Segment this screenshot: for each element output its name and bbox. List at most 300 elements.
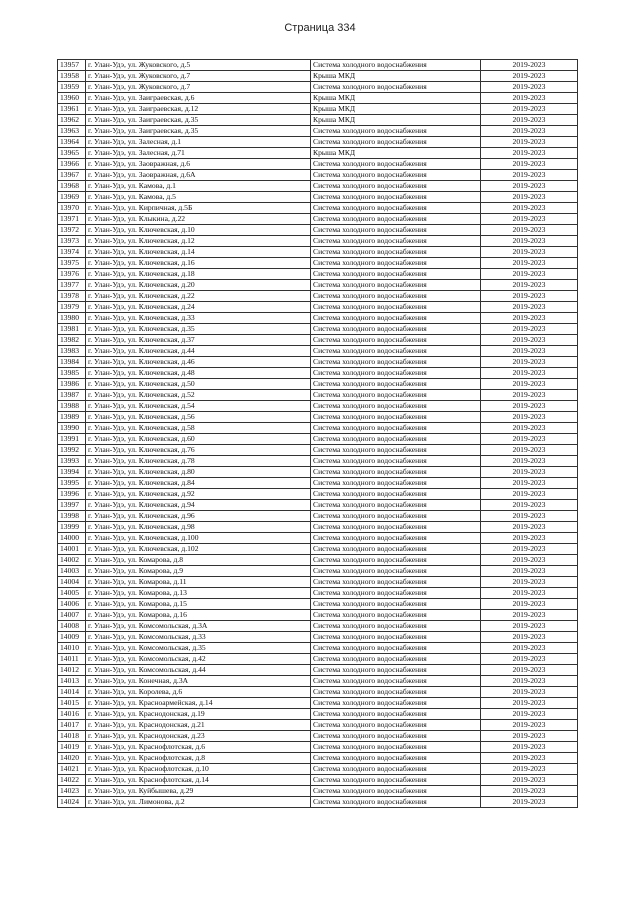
table-row [58, 456, 578, 467]
address-cell: г. Улан-Удэ, ул. Ключевская, д.78 [86, 456, 311, 467]
work-type-cell: Система холодного водоснабжения [311, 126, 481, 137]
address-cell: г. Улан-Удэ, ул. Ключевская, д.50 [86, 379, 311, 390]
address-cell: г. Улан-Удэ, ул. Краснофлотская, д.6 [86, 742, 311, 753]
address-cell: г. Улан-Удэ, ул. Ключевская, д.10 [86, 225, 311, 236]
table-row [58, 181, 578, 192]
period-cell: 2019-2023 [481, 137, 578, 148]
row-number-cell: 14004 [58, 577, 86, 588]
row-number-cell: 13975 [58, 258, 86, 269]
address-cell: г. Улан-Удэ, ул. Краснофлотская, д.8 [86, 753, 311, 764]
table-row [58, 104, 578, 115]
address-cell: г. Улан-Удэ, ул. Ключевская, д.35 [86, 324, 311, 335]
address-cell: г. Улан-Удэ, ул. Ключевская, д.54 [86, 401, 311, 412]
address-cell: г. Улан-Удэ, ул. Комарова, д.13 [86, 588, 311, 599]
work-type-cell: Система холодного водоснабжения [311, 368, 481, 379]
row-number-cell: 13959 [58, 82, 86, 93]
work-type-cell: Система холодного водоснабжения [311, 676, 481, 687]
period-cell: 2019-2023 [481, 247, 578, 258]
row-number-cell: 13988 [58, 401, 86, 412]
period-cell: 2019-2023 [481, 357, 578, 368]
work-type-cell: Система холодного водоснабжения [311, 632, 481, 643]
work-type-cell: Система холодного водоснабжения [311, 269, 481, 280]
period-cell: 2019-2023 [481, 467, 578, 478]
period-cell: 2019-2023 [481, 379, 578, 390]
work-type-cell: Система холодного водоснабжения [311, 467, 481, 478]
work-type-cell: Система холодного водоснабжения [311, 280, 481, 291]
work-type-cell: Система холодного водоснабжения [311, 82, 481, 93]
address-cell: г. Улан-Удэ, ул. Королева, д.6 [86, 687, 311, 698]
work-type-cell: Система холодного водоснабжения [311, 445, 481, 456]
row-number-cell: 13984 [58, 357, 86, 368]
table-row [58, 225, 578, 236]
row-number-cell: 13966 [58, 159, 86, 170]
address-cell: г. Улан-Удэ, ул. Краснофлотская, д.14 [86, 775, 311, 786]
period-cell: 2019-2023 [481, 797, 578, 808]
work-type-cell: Система холодного водоснабжения [311, 511, 481, 522]
table-row [58, 137, 578, 148]
table-row [58, 379, 578, 390]
row-number-cell: 13963 [58, 126, 86, 137]
table-row [58, 720, 578, 731]
table-row [58, 434, 578, 445]
period-cell: 2019-2023 [481, 577, 578, 588]
period-cell: 2019-2023 [481, 335, 578, 346]
row-number-cell: 13965 [58, 148, 86, 159]
table-row [58, 588, 578, 599]
page-number-label: Страница 334 [284, 22, 356, 34]
table-row [58, 412, 578, 423]
address-cell: г. Улан-Удэ, ул. Ключевская, д.18 [86, 269, 311, 280]
table-row [58, 302, 578, 313]
row-number-cell: 13974 [58, 247, 86, 258]
address-cell: г. Улан-Удэ, ул. Залесная, д.71 [86, 148, 311, 159]
row-number-cell: 14000 [58, 533, 86, 544]
row-number-cell: 13983 [58, 346, 86, 357]
table-row [58, 687, 578, 698]
row-number-cell: 13968 [58, 181, 86, 192]
row-number-cell: 13996 [58, 489, 86, 500]
row-number-cell: 14012 [58, 665, 86, 676]
row-number-cell: 14005 [58, 588, 86, 599]
table-row [58, 368, 578, 379]
address-cell: г. Улан-Удэ, ул. Краснодонская, д.21 [86, 720, 311, 731]
period-cell: 2019-2023 [481, 225, 578, 236]
registry-table [57, 59, 578, 808]
row-number-cell: 13961 [58, 104, 86, 115]
period-cell: 2019-2023 [481, 786, 578, 797]
row-number-cell: 13982 [58, 335, 86, 346]
row-number-cell: 13957 [58, 60, 86, 71]
work-type-cell: Система холодного водоснабжения [311, 335, 481, 346]
work-type-cell: Система холодного водоснабжения [311, 236, 481, 247]
address-cell: г. Улан-Удэ, ул. Красноармейская, д.14 [86, 698, 311, 709]
address-cell: г. Улан-Удэ, ул. Комсомольская, д.35 [86, 643, 311, 654]
period-cell: 2019-2023 [481, 643, 578, 654]
table-row [58, 82, 578, 93]
period-cell: 2019-2023 [481, 60, 578, 71]
table-row [58, 159, 578, 170]
address-cell: г. Улан-Удэ, ул. Ключевская, д.58 [86, 423, 311, 434]
address-cell: г. Улан-Удэ, ул. Ключевская, д.46 [86, 357, 311, 368]
period-cell: 2019-2023 [481, 390, 578, 401]
period-cell: 2019-2023 [481, 775, 578, 786]
table-row [58, 577, 578, 588]
table-row [58, 357, 578, 368]
table-row [58, 511, 578, 522]
work-type-cell: Система холодного водоснабжения [311, 225, 481, 236]
address-cell: г. Улан-Удэ, ул. Ключевская, д.12 [86, 236, 311, 247]
period-cell: 2019-2023 [481, 302, 578, 313]
table-row [58, 522, 578, 533]
table-row [58, 467, 578, 478]
address-cell: г. Улан-Удэ, ул. Ключевская, д.33 [86, 313, 311, 324]
work-type-cell: Система холодного водоснабжения [311, 709, 481, 720]
table-row [58, 126, 578, 137]
work-type-cell: Система холодного водоснабжения [311, 379, 481, 390]
table-row [58, 313, 578, 324]
work-type-cell: Система холодного водоснабжения [311, 170, 481, 181]
period-cell: 2019-2023 [481, 445, 578, 456]
table-row [58, 423, 578, 434]
table-row [58, 478, 578, 489]
row-number-cell: 14010 [58, 643, 86, 654]
address-cell: г. Улан-Удэ, ул. Ключевская, д.96 [86, 511, 311, 522]
address-cell: г. Улан-Удэ, ул. Ключевская, д.48 [86, 368, 311, 379]
table-row [58, 192, 578, 203]
period-cell: 2019-2023 [481, 500, 578, 511]
work-type-cell: Система холодного водоснабжения [311, 500, 481, 511]
row-number-cell: 13997 [58, 500, 86, 511]
table-row [58, 71, 578, 82]
row-number-cell: 14015 [58, 698, 86, 709]
row-number-cell: 14019 [58, 742, 86, 753]
work-type-cell: Система холодного водоснабжения [311, 665, 481, 676]
address-cell: г. Улан-Удэ, ул. Заовражная, д.6А [86, 170, 311, 181]
address-cell: г. Улан-Удэ, ул. Краснофлотская, д.10 [86, 764, 311, 775]
work-type-cell: Система холодного водоснабжения [311, 775, 481, 786]
work-type-cell: Система холодного водоснабжения [311, 654, 481, 665]
period-cell: 2019-2023 [481, 511, 578, 522]
work-type-cell: Система холодного водоснабжения [311, 577, 481, 588]
period-cell: 2019-2023 [481, 676, 578, 687]
address-cell: г. Улан-Удэ, ул. Ключевская, д.100 [86, 533, 311, 544]
work-type-cell: Система холодного водоснабжения [311, 203, 481, 214]
period-cell: 2019-2023 [481, 687, 578, 698]
row-number-cell: 14009 [58, 632, 86, 643]
work-type-cell: Система холодного водоснабжения [311, 489, 481, 500]
work-type-cell: Система холодного водоснабжения [311, 247, 481, 258]
work-type-cell: Система холодного водоснабжения [311, 390, 481, 401]
row-number-cell: 13976 [58, 269, 86, 280]
work-type-cell: Система холодного водоснабжения [311, 610, 481, 621]
row-number-cell: 13989 [58, 412, 86, 423]
row-number-cell: 13994 [58, 467, 86, 478]
table-row [58, 709, 578, 720]
table-row [58, 621, 578, 632]
row-number-cell: 13998 [58, 511, 86, 522]
row-number-cell: 13973 [58, 236, 86, 247]
period-cell: 2019-2023 [481, 555, 578, 566]
work-type-cell: Система холодного водоснабжения [311, 742, 481, 753]
address-cell: г. Улан-Удэ, ул. Комсомольская, д.33 [86, 632, 311, 643]
row-number-cell: 14018 [58, 731, 86, 742]
address-cell: г. Улан-Удэ, ул. Клыкина, д.22 [86, 214, 311, 225]
address-cell: г. Улан-Удэ, ул. Ключевская, д.16 [86, 258, 311, 269]
row-number-cell: 14002 [58, 555, 86, 566]
row-number-cell: 13964 [58, 137, 86, 148]
row-number-cell: 13990 [58, 423, 86, 434]
table-row [58, 555, 578, 566]
period-cell: 2019-2023 [481, 720, 578, 731]
address-cell: г. Улан-Удэ, ул. Ключевская, д.20 [86, 280, 311, 291]
address-cell: г. Улан-Удэ, ул. Ключевская, д.84 [86, 478, 311, 489]
work-type-cell: Система холодного водоснабжения [311, 753, 481, 764]
address-cell: г. Улан-Удэ, ул. Ключевская, д.92 [86, 489, 311, 500]
period-cell: 2019-2023 [481, 346, 578, 357]
period-cell: 2019-2023 [481, 313, 578, 324]
address-cell: г. Улан-Удэ, ул. Ключевская, д.24 [86, 302, 311, 313]
period-cell: 2019-2023 [481, 412, 578, 423]
row-number-cell: 13995 [58, 478, 86, 489]
table-row [58, 390, 578, 401]
period-cell: 2019-2023 [481, 621, 578, 632]
work-type-cell: Система холодного водоснабжения [311, 731, 481, 742]
row-number-cell: 13991 [58, 434, 86, 445]
table-row [58, 742, 578, 753]
address-cell: г. Улан-Удэ, ул. Ключевская, д.98 [86, 522, 311, 533]
address-cell: г. Улан-Удэ, ул. Комсомольская, д.44 [86, 665, 311, 676]
row-number-cell: 14014 [58, 687, 86, 698]
table-row [58, 500, 578, 511]
work-type-cell: Система холодного водоснабжения [311, 159, 481, 170]
address-cell: г. Улан-Удэ, ул. Ключевская, д.80 [86, 467, 311, 478]
period-cell: 2019-2023 [481, 291, 578, 302]
address-cell: г. Улан-Удэ, ул. Комарова, д.11 [86, 577, 311, 588]
table-row [58, 291, 578, 302]
address-cell: г. Улан-Удэ, ул. Жуковского, д.5 [86, 60, 311, 71]
work-type-cell: Система холодного водоснабжения [311, 434, 481, 445]
table-row [58, 764, 578, 775]
table-row [58, 731, 578, 742]
period-cell: 2019-2023 [481, 753, 578, 764]
table-row [58, 324, 578, 335]
work-type-cell: Система холодного водоснабжения [311, 566, 481, 577]
row-number-cell: 13992 [58, 445, 86, 456]
period-cell: 2019-2023 [481, 203, 578, 214]
period-cell: 2019-2023 [481, 489, 578, 500]
period-cell: 2019-2023 [481, 269, 578, 280]
work-type-cell: Крыша МКД [311, 115, 481, 126]
table-row [58, 544, 578, 555]
work-type-cell: Система холодного водоснабжения [311, 192, 481, 203]
table-row [58, 214, 578, 225]
period-cell: 2019-2023 [481, 159, 578, 170]
period-cell: 2019-2023 [481, 324, 578, 335]
row-number-cell: 13969 [58, 192, 86, 203]
address-cell: г. Улан-Удэ, ул. Комсомольская, д.42 [86, 654, 311, 665]
table-row [58, 148, 578, 159]
work-type-cell: Крыша МКД [311, 148, 481, 159]
row-number-cell: 13981 [58, 324, 86, 335]
period-cell: 2019-2023 [481, 434, 578, 445]
address-cell: г. Улан-Удэ, ул. Ключевская, д.44 [86, 346, 311, 357]
period-cell: 2019-2023 [481, 126, 578, 137]
table-row [58, 445, 578, 456]
row-number-cell: 13960 [58, 93, 86, 104]
address-cell: г. Улан-Удэ, ул. Ключевская, д.76 [86, 445, 311, 456]
address-cell: г. Улан-Удэ, ул. Комарова, д.8 [86, 555, 311, 566]
period-cell: 2019-2023 [481, 533, 578, 544]
period-cell: 2019-2023 [481, 71, 578, 82]
row-number-cell: 13977 [58, 280, 86, 291]
period-cell: 2019-2023 [481, 181, 578, 192]
work-type-cell: Система холодного водоснабжения [311, 291, 481, 302]
period-cell: 2019-2023 [481, 588, 578, 599]
address-cell: г. Улан-Удэ, ул. Заиграевская, д.35 [86, 115, 311, 126]
period-cell: 2019-2023 [481, 214, 578, 225]
period-cell: 2019-2023 [481, 764, 578, 775]
row-number-cell: 14020 [58, 753, 86, 764]
table-row [58, 489, 578, 500]
table-row [58, 676, 578, 687]
row-number-cell: 13978 [58, 291, 86, 302]
work-type-cell: Система холодного водоснабжения [311, 181, 481, 192]
row-number-cell: 14016 [58, 709, 86, 720]
address-cell: г. Улан-Удэ, ул. Краснодонская, д.19 [86, 709, 311, 720]
table-row [58, 346, 578, 357]
work-type-cell: Система холодного водоснабжения [311, 423, 481, 434]
table-row [58, 610, 578, 621]
period-cell: 2019-2023 [481, 368, 578, 379]
row-number-cell: 13985 [58, 368, 86, 379]
period-cell: 2019-2023 [481, 478, 578, 489]
work-type-cell: Система холодного водоснабжения [311, 533, 481, 544]
table-row [58, 335, 578, 346]
work-type-cell: Система холодного водоснабжения [311, 797, 481, 808]
row-number-cell: 13970 [58, 203, 86, 214]
table-row [58, 236, 578, 247]
row-number-cell: 14017 [58, 720, 86, 731]
address-cell: г. Улан-Удэ, ул. Заиграевская, д.12 [86, 104, 311, 115]
address-cell: г. Улан-Удэ, ул. Ключевская, д.22 [86, 291, 311, 302]
table-row [58, 775, 578, 786]
work-type-cell: Система холодного водоснабжения [311, 324, 481, 335]
row-number-cell: 13972 [58, 225, 86, 236]
work-type-cell: Система холодного водоснабжения [311, 302, 481, 313]
work-type-cell: Система холодного водоснабжения [311, 720, 481, 731]
address-cell: г. Улан-Удэ, ул. Ключевская, д.94 [86, 500, 311, 511]
row-number-cell: 14003 [58, 566, 86, 577]
row-number-cell: 14006 [58, 599, 86, 610]
work-type-cell: Система холодного водоснабжения [311, 357, 481, 368]
period-cell: 2019-2023 [481, 698, 578, 709]
work-type-cell: Система холодного водоснабжения [311, 544, 481, 555]
work-type-cell: Система холодного водоснабжения [311, 522, 481, 533]
address-cell: г. Улан-Удэ, ул. Кирпичная, д.5Б [86, 203, 311, 214]
table-row [58, 786, 578, 797]
period-cell: 2019-2023 [481, 632, 578, 643]
period-cell: 2019-2023 [481, 236, 578, 247]
period-cell: 2019-2023 [481, 115, 578, 126]
table-row [58, 93, 578, 104]
address-cell: г. Улан-Удэ, ул. Ключевская, д.14 [86, 247, 311, 258]
row-number-cell: 13999 [58, 522, 86, 533]
table-row [58, 753, 578, 764]
work-type-cell: Крыша МКД [311, 104, 481, 115]
row-number-cell: 13986 [58, 379, 86, 390]
table-row [58, 203, 578, 214]
work-type-cell: Система холодного водоснабжения [311, 621, 481, 632]
period-cell: 2019-2023 [481, 610, 578, 621]
row-number-cell: 14024 [58, 797, 86, 808]
table-row [58, 258, 578, 269]
row-number-cell: 13993 [58, 456, 86, 467]
address-cell: г. Улан-Удэ, ул. Ключевская, д.60 [86, 434, 311, 445]
period-cell: 2019-2023 [481, 93, 578, 104]
address-cell: г. Улан-Удэ, ул. Комсомольская, д.3А [86, 621, 311, 632]
period-cell: 2019-2023 [481, 709, 578, 720]
period-cell: 2019-2023 [481, 665, 578, 676]
table-row [58, 280, 578, 291]
work-type-cell: Система холодного водоснабжения [311, 258, 481, 269]
row-number-cell: 13987 [58, 390, 86, 401]
work-type-cell: Крыша МКД [311, 93, 481, 104]
work-type-cell: Система холодного водоснабжения [311, 599, 481, 610]
address-cell: г. Улан-Удэ, ул. Комарова, д.9 [86, 566, 311, 577]
address-cell: г. Улан-Удэ, ул. Ключевская, д.37 [86, 335, 311, 346]
work-type-cell: Система холодного водоснабжения [311, 687, 481, 698]
period-cell: 2019-2023 [481, 82, 578, 93]
row-number-cell: 13980 [58, 313, 86, 324]
work-type-cell: Система холодного водоснабжения [311, 60, 481, 71]
work-type-cell: Система холодного водоснабжения [311, 588, 481, 599]
address-cell: г. Улан-Удэ, ул. Лимонова, д.2 [86, 797, 311, 808]
period-cell: 2019-2023 [481, 544, 578, 555]
table-row [58, 247, 578, 258]
work-type-cell: Система холодного водоснабжения [311, 313, 481, 324]
work-type-cell: Система холодного водоснабжения [311, 137, 481, 148]
table-row [58, 533, 578, 544]
period-cell: 2019-2023 [481, 599, 578, 610]
work-type-cell: Система холодного водоснабжения [311, 555, 481, 566]
row-number-cell: 13962 [58, 115, 86, 126]
address-cell: г. Улан-Удэ, ул. Ключевская, д.52 [86, 390, 311, 401]
address-cell: г. Улан-Удэ, ул. Комарова, д.16 [86, 610, 311, 621]
address-cell: г. Улан-Удэ, ул. Жуковского, д.7 [86, 71, 311, 82]
work-type-cell: Система холодного водоснабжения [311, 786, 481, 797]
table-row [58, 115, 578, 126]
work-type-cell: Система холодного водоснабжения [311, 412, 481, 423]
address-cell: г. Улан-Удэ, ул. Комарова, д.15 [86, 599, 311, 610]
address-cell: г. Улан-Удэ, ул. Краснодонская, д.23 [86, 731, 311, 742]
period-cell: 2019-2023 [481, 654, 578, 665]
row-number-cell: 14007 [58, 610, 86, 621]
row-number-cell: 14013 [58, 676, 86, 687]
table-row [58, 60, 578, 71]
period-cell: 2019-2023 [481, 401, 578, 412]
address-cell: г. Улан-Удэ, ул. Ключевская, д.102 [86, 544, 311, 555]
work-type-cell: Система холодного водоснабжения [311, 643, 481, 654]
table-row [58, 566, 578, 577]
row-number-cell: 13971 [58, 214, 86, 225]
row-number-cell: 13979 [58, 302, 86, 313]
row-number-cell: 13967 [58, 170, 86, 181]
table-row [58, 269, 578, 280]
table-row [58, 654, 578, 665]
row-number-cell: 14008 [58, 621, 86, 632]
table-row [58, 170, 578, 181]
row-number-cell: 13958 [58, 71, 86, 82]
